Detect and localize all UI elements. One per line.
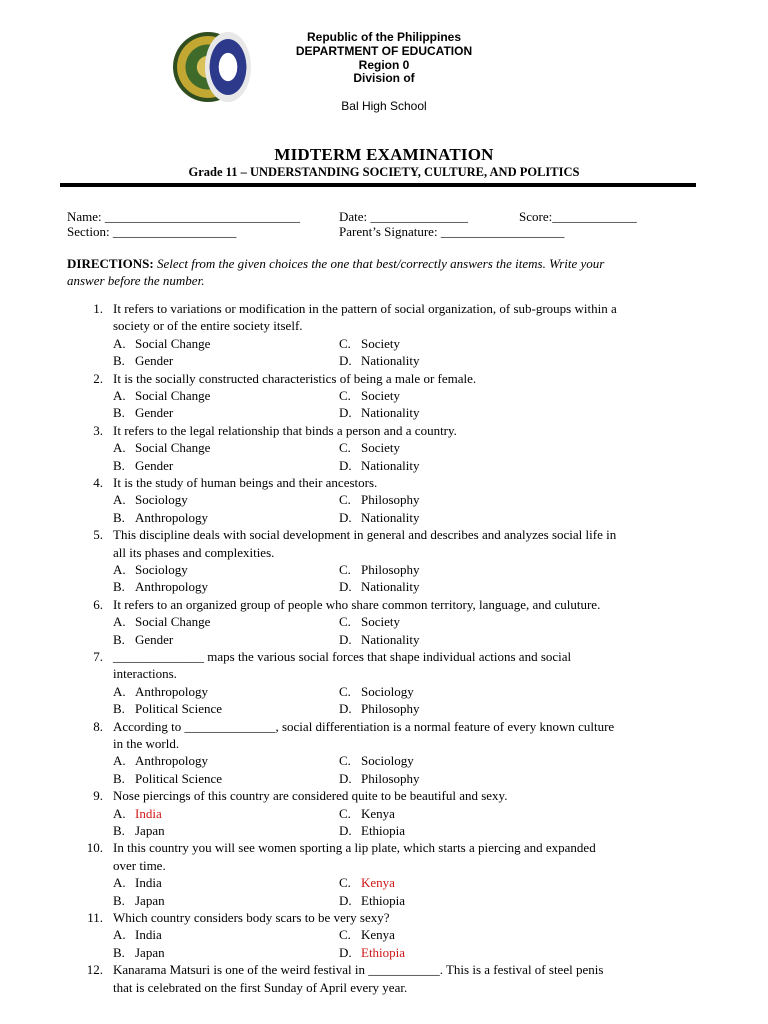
choice-letter: B. (113, 944, 125, 960)
choice-text: Kenya (361, 805, 395, 821)
choice-letter: A. (113, 805, 126, 821)
choice-text: Anthropology (135, 683, 208, 699)
choice-letter: C. (339, 683, 351, 699)
choice-letter: D. (339, 405, 352, 421)
choice-text: Social Change (135, 388, 211, 403)
choice-text: Kenya (361, 927, 395, 943)
choice-text: Anthropology (135, 509, 208, 525)
choice-letter: A. (113, 562, 126, 577)
choice-letter: D. (339, 509, 352, 525)
choice-text: Philosophy (361, 701, 420, 717)
question-number: 11. (87, 910, 103, 925)
choice-text: Anthropology (135, 579, 208, 595)
choice-letter: D. (339, 457, 352, 473)
question-number: 8. (93, 718, 103, 734)
choice-text: Nationality (361, 579, 420, 595)
question-text: According to ______________, social differentiation is a normal feature of every known culture (113, 718, 615, 734)
directions-line-1 (67, 255, 604, 272)
question-text: in the world. (113, 736, 180, 751)
choice-text: Ethiopia (361, 892, 406, 908)
choice-text-highlighted: Ethiopia (361, 944, 406, 960)
choice-text: Gender (135, 631, 174, 647)
choice-text: Philosophy (361, 562, 420, 577)
section-field[interactable]: Section: ___________________ (67, 224, 237, 239)
question-number: 2. (93, 370, 103, 386)
choice-letter: C. (339, 440, 351, 456)
question-text: that is celebrated on the first Sunday of April every year. (113, 979, 408, 995)
choice-letter: D. (339, 944, 352, 960)
question-text: It is the socially constructed characteristics of being a male or female. (113, 370, 477, 386)
question-number: 6. (93, 596, 103, 612)
question-text: It is the study of human beings and their ancestors. (113, 475, 378, 490)
choice-letter: D. (339, 631, 352, 647)
question-text: Nose piercings of this country are considered quite to be beautiful and sexy. (113, 788, 508, 804)
question-text: all its phases and complexities. (113, 544, 275, 560)
choice-text: Philosophy (361, 770, 420, 786)
choice-letter: B. (113, 353, 125, 369)
choice-letter: B. (113, 405, 125, 421)
question-text: It refers to variations or modification in the pattern of social organization, of sub-groups within a (113, 301, 617, 316)
question-number: 1. (93, 301, 103, 316)
choice-letter: B. (113, 509, 125, 525)
choice-text: Sociology (135, 562, 188, 577)
question-number: 3. (93, 422, 103, 438)
directions-text-2: answer before the number. (67, 273, 205, 288)
choice-letter: A. (113, 492, 126, 508)
choice-text: India (135, 927, 162, 943)
question-text: Which country considers body scars to be very sexy? (113, 910, 390, 925)
choice-letter: B. (113, 701, 125, 717)
header-republic: Republic of the Philippines (306, 30, 461, 44)
question-number: 7. (93, 649, 103, 664)
choice-text: Japan (135, 892, 165, 908)
signature-field[interactable]: Parent’s Signature: ___________________ (339, 224, 565, 239)
question-number: 4. (93, 475, 103, 490)
choice-letter: C. (339, 335, 351, 351)
header-school: Bal High School (341, 99, 427, 113)
directions-label: DIRECTIONS: (67, 256, 154, 271)
choice-letter: D. (339, 579, 352, 595)
choice-text: India (135, 875, 162, 891)
question-number: 10. (86, 840, 103, 856)
choice-text: Gender (135, 457, 174, 473)
question-text: It refers to the legal relationship that binds a person and a country. (113, 422, 457, 438)
name-field[interactable]: Name: ______________________________ (67, 209, 300, 224)
header-department: DEPARTMENT OF EDUCATION (295, 44, 473, 58)
choice-text: Anthropology (135, 753, 208, 769)
choice-letter: A. (113, 927, 126, 943)
choice-text: Social Change (135, 440, 211, 456)
question-number: 12. (86, 962, 103, 978)
choice-letter: D. (339, 770, 352, 786)
date-field[interactable]: Date: _______________ (339, 209, 468, 224)
choice-text-highlighted: Kenya (361, 875, 395, 891)
choice-text: Political Science (135, 770, 223, 786)
choice-text: Society (361, 388, 400, 403)
choice-letter: A. (113, 388, 126, 403)
choice-text: Sociology (361, 683, 414, 699)
choice-letter: D. (339, 823, 352, 838)
choice-letter: A. (113, 875, 126, 891)
choice-text: Society (361, 440, 400, 456)
choice-text: Philosophy (361, 492, 420, 508)
exam-title: MIDTERM EXAMINATION (274, 145, 494, 164)
choice-text: Ethiopia (361, 823, 406, 838)
choice-letter: A. (113, 614, 126, 630)
directions-text-1: Select from the given choices the one that best/correctly answers the items. Write your (156, 256, 605, 271)
choice-text: Gender (135, 405, 174, 421)
choice-letter: B. (113, 823, 125, 838)
header-division: Division of (353, 71, 415, 85)
question-text: over time. (113, 857, 166, 873)
choice-letter: B. (113, 457, 125, 473)
choice-text: Social Change (135, 335, 211, 351)
choice-letter: D. (339, 892, 352, 908)
question-text: interactions. (113, 666, 177, 682)
question-text: Kanarama Matsuri is one of the weird festival in ___________. This is a festival of steel penis (113, 962, 604, 978)
choice-letter: C. (339, 927, 351, 943)
question-number: 5. (93, 527, 103, 543)
choice-text: Nationality (361, 405, 420, 421)
choice-text: Sociology (135, 492, 188, 508)
choice-letter: D. (339, 353, 352, 369)
choice-letter: A. (113, 440, 126, 456)
choice-letter: C. (339, 875, 351, 891)
choice-text: Nationality (361, 353, 420, 369)
choice-letter: A. (113, 753, 126, 769)
choice-letter: A. (113, 335, 126, 351)
choice-text: Nationality (361, 509, 420, 525)
question-text: It refers to an organized group of people who share common territory, language, and culuture. (113, 596, 601, 612)
question-text: ______________ maps the various social forces that shape individual actions and social (113, 649, 572, 664)
exam-subtitle: Grade 11 – UNDERSTANDING SOCIETY, CULTURE, AND POLITICS (188, 165, 580, 179)
choice-letter: C. (339, 388, 351, 403)
choice-text: Society (361, 335, 400, 351)
header-divider (60, 183, 696, 187)
choice-letter: C. (339, 805, 351, 821)
choice-letter: C. (339, 562, 351, 577)
directions-line-2 (67, 272, 204, 289)
choice-text: Political Science (135, 701, 223, 717)
question-number: 9. (93, 788, 103, 804)
question-text: In this country you will see women sporting a lip plate, which starts a piercing and expanded (113, 840, 596, 856)
choice-letter: B. (113, 579, 125, 595)
question-text: society or of the entire society itself. (113, 318, 303, 334)
choice-text: Sociology (361, 753, 414, 769)
choice-text: Nationality (361, 457, 420, 473)
choice-letter: B. (113, 631, 125, 647)
choice-text: Japan (135, 823, 165, 838)
choice-text: Japan (135, 944, 165, 960)
header-region: Region 0 (358, 58, 410, 72)
question-text: This discipline deals with social development in general and describes and analyzes social life in (113, 527, 617, 543)
choice-text: Society (361, 614, 400, 630)
choice-text: Nationality (361, 631, 420, 647)
choice-letter: B. (113, 770, 125, 786)
choice-text: Social Change (135, 614, 211, 630)
score-field[interactable]: Score:_____________ (519, 209, 637, 224)
choice-letter: D. (339, 701, 352, 717)
choice-letter: C. (339, 492, 351, 508)
choice-letter: C. (339, 753, 351, 769)
choice-text-highlighted: India (135, 805, 162, 821)
choice-letter: B. (113, 892, 125, 908)
choice-text: Gender (135, 353, 174, 369)
choice-letter: A. (113, 683, 126, 699)
choice-letter: C. (339, 614, 351, 630)
